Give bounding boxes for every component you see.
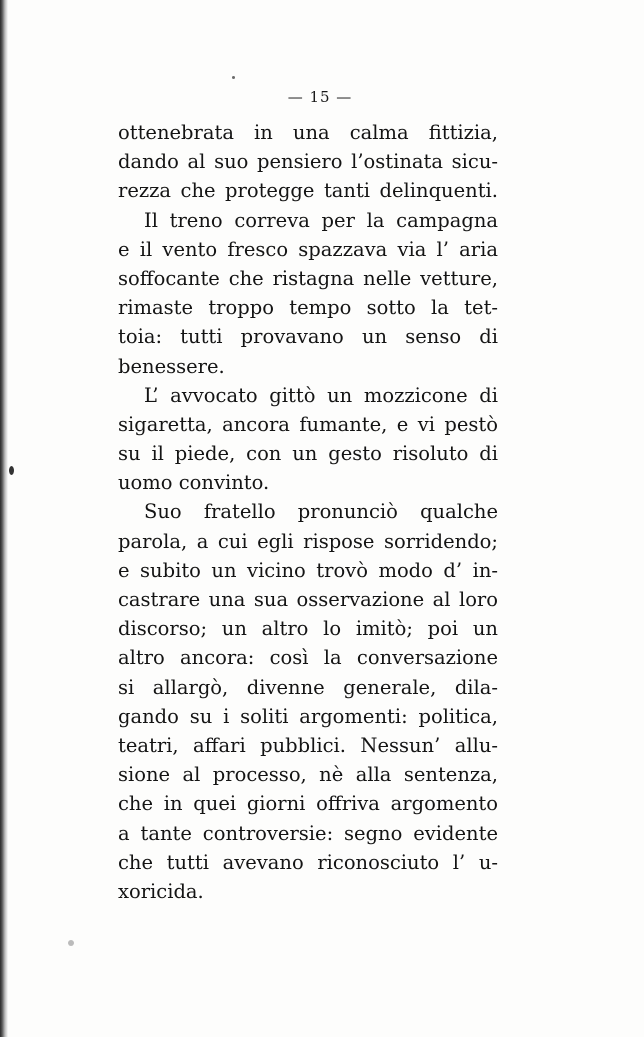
text-line: a tante controversie: segno evidente <box>118 821 498 845</box>
text-line: castrare una sua osservazione al loro <box>118 588 498 611</box>
text-line: xoricida. <box>118 879 204 903</box>
paper-speck <box>68 940 74 946</box>
text-line: benessere. <box>118 354 225 378</box>
text-line: che in quei giorni offriva argomento <box>118 792 498 816</box>
text-line: parola, a cui egli rispose sorridendo; <box>118 529 498 553</box>
text-line: dando al suo pensiero l’ostinata sicu- <box>118 150 498 174</box>
page-number: — 15 — <box>287 88 353 106</box>
text-line: ottenebrata in una calma fittizia, <box>118 121 498 144</box>
text-line: uomo convinto. <box>118 471 270 495</box>
text-line: Il treno correva per la campagna <box>144 208 498 232</box>
binding-edge <box>0 0 8 1037</box>
paper-speck <box>232 76 235 79</box>
text-line: L’ avvocato gittò un mozzicone di <box>144 383 498 407</box>
text-line: sigaretta, ancora fumante, e vi pestò <box>118 412 498 436</box>
text-line: teatri, affari pubblici. Nessun’ allu- <box>118 733 498 757</box>
text-line: si allargò, divenne generale, dila- <box>118 675 498 699</box>
text-line: Suo fratello pronunciò qualche <box>144 500 498 524</box>
text-line: soffocante che ristagna nelle vetture, <box>118 266 498 290</box>
text-line: rimaste troppo tempo sotto la tet- <box>118 296 498 320</box>
text-line: e subito un vicino trovò modo d’ in- <box>118 558 498 582</box>
text-line: rezza che protegge tanti delinquenti. <box>118 179 498 203</box>
text-line: e il vento fresco spazzava via l’ aria <box>118 237 498 261</box>
body-text <box>118 118 498 906</box>
paper-speck <box>9 466 14 475</box>
text-line: gando su i soliti argomenti: politica, <box>118 704 498 728</box>
text-line: su il piede, con un gesto risoluto di <box>118 442 498 466</box>
text-line: altro ancora: così la conversazione <box>118 646 498 670</box>
text-line: discorso; un altro lo imitò; poi un <box>118 617 498 641</box>
text-line: sione al processo, nè alla sentenza, <box>118 763 498 787</box>
text-line: toia: tutti provavano un senso di <box>118 325 498 349</box>
text-line: che tutti avevano riconosciuto l’ u- <box>118 850 498 874</box>
